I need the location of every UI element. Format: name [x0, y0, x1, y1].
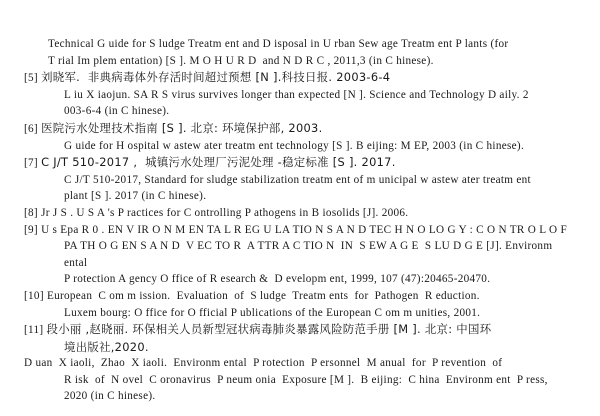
reference-9-line-1 [24, 222, 576, 239]
continued-reference-line-1: Technical G uide for S ludge Treatm ent and D isposal in U rban Sew age Treatm ent P lants (for [48, 38, 509, 50]
reference-9-line-3: P rotection A gency O ffice of R esearch & D evelopm ent, 1999, 107 (47):20465-20470. [64, 273, 491, 286]
reference-7-marker: [7] [24, 157, 38, 170]
reference-entry-9 [24, 222, 576, 288]
reference-7-line-1 [24, 154, 576, 172]
reference-entry-6 [24, 120, 576, 154]
reference-6-text-cn: 医院污水处理技术指南 [S ]. 北京: 环境保护部, 2003. [41, 120, 323, 135]
reference-entry-10 [24, 288, 576, 321]
reference-9-marker: [9] [24, 223, 38, 236]
continued-reference [24, 36, 576, 69]
reference-11-line-2: 境出版社,2020. [64, 339, 149, 354]
reference-5-marker: [5] [24, 72, 38, 85]
reference-11-translation-line-3: 2020 (in C hinese). [64, 390, 156, 403]
reference-10-line-1 [24, 288, 576, 305]
reference-11-translation [24, 355, 576, 405]
reference-8-line-1 [24, 205, 576, 222]
reference-11-line-1 [24, 321, 576, 339]
reference-6-line-1 [24, 120, 576, 138]
reference-9-line-2: PA TH O G EN S A N D V EC TO R A TTR A C TIO N IN S EW A G E S LU D G E [J]. Environm ental [64, 240, 556, 269]
reference-5-line-3: 003-6-4 (in C hinese). [64, 105, 170, 118]
reference-8-text: Jr J S . U S A 's P ractices for C ontrolling P athogens in B iosolids [J]. 2006. [41, 206, 409, 219]
reference-7-text-cn: C J/T 510-2017 , 城镇污水处理厂污泥处理 -稳定标准 [S ]. 2017. [41, 155, 396, 170]
reference-6-marker: [6] [24, 122, 38, 135]
reference-10-marker: [10] [24, 289, 44, 302]
reference-11-text-cn: 段小丽 ,赵晓丽. 环保相关人员新型冠状病毒肺炎暴露风险防范手册 [M ]. 北京: 中国环 [46, 322, 492, 337]
reference-5-line-2: L iu X iaojun. SA R S virus survives longer than expected [N ]. Science and Technology D aily. 2 [64, 88, 529, 101]
reference-5-line-1 [24, 69, 576, 87]
reference-11-translation-line-2: R isk of N ovel C oronavirus P neum onia Exposure [M ]. B eijing: C hina Environm ent P ress, [64, 373, 548, 386]
reference-11-translation-line-1: D uan X iaoli, Zhao X iaoli. Environm ental P rotection P ersonnel M anual for P revention of [24, 357, 503, 370]
reference-8-marker: [8] [24, 206, 38, 219]
reference-entry-11 [24, 321, 576, 355]
reference-5-text-cn: 刘晓军. 非典病毒体外存活时间超过预想 [N ].科技日报. 2003-6-4 [41, 70, 391, 85]
reference-7-line-2: C J/T 510-2017, Standard for sludge stabilization treatm ent of m unicipal w astew ater treatm ent [64, 173, 531, 186]
reference-10-line-2: Luxem bourg: O ffice for O fficial P ublications of the European C om m unities, 2001. [64, 306, 481, 319]
reference-7-line-3: plant [S ]. 2017 (in C hinese). [64, 190, 207, 203]
reference-entry-5 [24, 69, 576, 120]
reference-11-marker: [11] [24, 324, 44, 337]
reference-list [24, 69, 576, 405]
reference-entry-8 [24, 205, 576, 222]
reference-10-text: European C om m ission. Evaluation of S ludge Treatm ents for Pathogen R eduction. [46, 289, 480, 302]
reference-6-line-2: G uide for H ospital w astew ater treatm ent technology [S ]. B eijing: M EP, 2003 (in C hinese). [64, 139, 525, 152]
reference-9-text: U s Epa R 0 . EN V IR O N M EN TA L R EG U LA TIO N S A N D TEC H N O LO G Y : C O N TR O L O F [41, 223, 568, 236]
reference-entry-7 [24, 154, 576, 205]
continued-reference-line-2: T rial Im plem entation) [S ]. M O H U R D and N D R C , 2011,3 (in C hinese). [48, 54, 434, 67]
